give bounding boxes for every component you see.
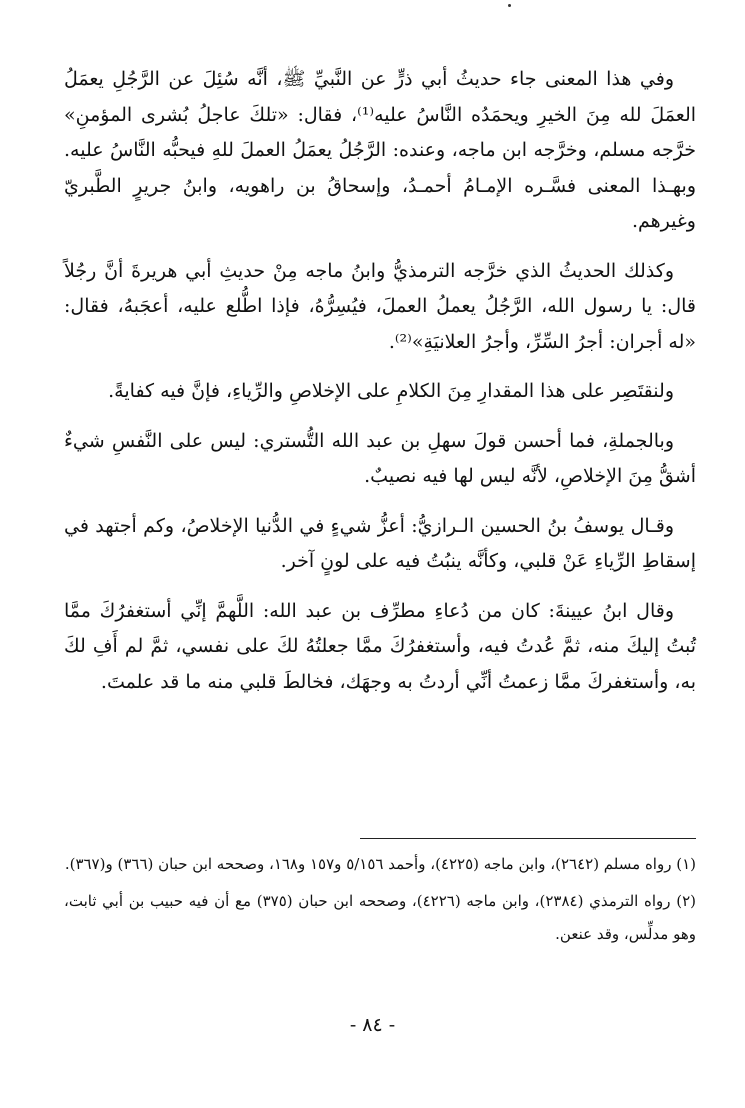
paragraph-1: وفي هذا المعنى جاء حديثُ أبي ذرٍّ عن النَّبيِّ ﷺ، أنَّه سُئِلَ عن الرَّجُلِ يعمَلُ العمَلَ لله مِنَ الخيرِ ويحمَدُه النَّاسُ عليه⁽¹⁾، فقال: «تلكَ عاجلُ بُشرى المؤمنِ» خرَّجه مسلم، وخرَّجه ابن ماجه، وعنده: الرَّجُلُ يعمَلُ العملَ للهِ فيحبُّه النَّاسُ عليه. وبهـذا المعنى فسَّـره الإمـامُ أحمـدُ، وإسحاقُ بن راهويه، وابنُ جريرٍ الطَّبريّ وغيرهم. bbox=[64, 68, 697, 232]
footnote-2: (٢) رواه الترمذي (٢٣٨٤)، وابن ماجه (٤٢٢٦)، وصححه ابن حبان (٣٧٥) مع أن فيه حبيب بن أبي ثابت، وهو مدلِّس، وقد عنعن. bbox=[64, 892, 696, 943]
page-number: - ٨٤ - bbox=[349, 1014, 396, 1036]
footnotes bbox=[64, 848, 696, 955]
footnote-separator bbox=[360, 838, 696, 839]
paragraph-6: وقال ابنُ عيينةَ: كان من دُعاءِ مطرِّف بن عبد الله: اللَّهمَّ إنِّي أستغفرُكَ ممَّا تُبتُ إليكَ منه، ثمَّ عُدتُ فيه، وأستغفرُكَ ممَّا جعلتُهُ لكَ على نفسي، ثمَّ لم أَفِ لكَ به، وأستغفركَ ممَّا زعمتُ أنِّي أردتُ به وجهَك، فخالطَ قلبي منه ما قد علمتَ. bbox=[64, 599, 696, 693]
paragraph-4: وبالجملةِ، فما أحسن قولَ سهلِ بن عبد الله التُّستري: ليس على النَّفسِ شيءٌ أشقُّ مِنَ الإخلاصِ، لأنَّه ليس لها فيه نصيبٌ. bbox=[64, 429, 696, 487]
print-speck bbox=[508, 4, 511, 7]
main-text bbox=[64, 62, 696, 714]
footnote-1: (١) رواه مسلم (٢٦٤٢)، وابن ماجه (٤٢٢٥)، وأحمد ٥/١٥٦ و١٥٧ و١٦٨، وصححه ابن حبان (٣٦٦) و(٣٦٧). bbox=[64, 855, 696, 873]
paragraph-3: ولنقتَصِر على هذا المقدارِ مِنَ الكلامِ على الإخلاصِ والرِّياءِ، فإنَّ فيه كفايةً. bbox=[108, 380, 674, 402]
paragraph-5: وقـال يوسفُ بنُ الحسين الـرازيُّ: أعزُّ شيءٍ في الدُّنيا الإخلاصُ، وكم أجتهد في إسقاطِ الرِّياءِ عَنْ قلبي، وكأنَّه ينبُتُ فيه على لونٍ آخر. bbox=[64, 514, 696, 572]
paragraph-2: وكذلك الحديثُ الذي خرَّجه الترمذيُّ وابنُ ماجه مِنْ حديثِ أبي هريرةَ أنَّ رجُلاً قال: يا رسول الله، الرَّجُلُ يعملُ العملَ، فيُسِرُّهُ، فإذا اطُّلع عليه، أعجَبهُ، فقال: «له أجران: أجرُ السِّرِّ، وأجرُ العلانيَةِ»⁽²⁾. bbox=[64, 259, 696, 353]
